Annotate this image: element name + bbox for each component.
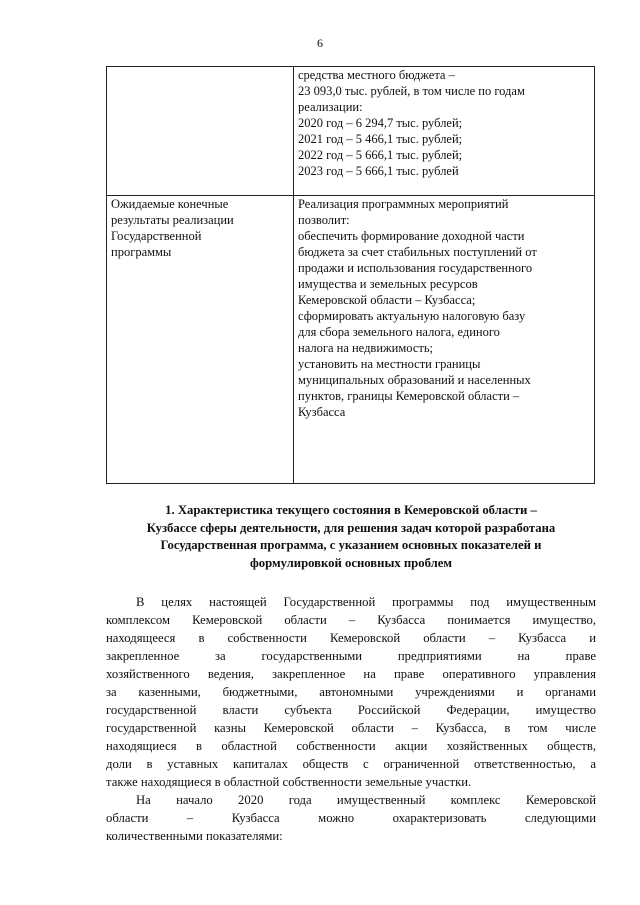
heading-line: 1. Характеристика текущего состояния в Кемеровской области –: [165, 503, 537, 517]
paragraph-line: количественными показателями:: [106, 829, 283, 843]
funding-line: 2022 год – 5 666,1 тыс. рублей;: [298, 148, 463, 162]
results-line: бюджета за счет стабильных поступлений от: [298, 245, 537, 259]
funding-line: 23 093,0 тыс. рублей, в том числе по годам: [298, 84, 525, 98]
results-line: установить на местности границы: [298, 357, 481, 371]
funding-line: 2023 год – 5 666,1 тыс. рублей: [298, 164, 459, 178]
results-line: позволит:: [298, 213, 350, 227]
table-row: [107, 196, 595, 484]
program-passport-table: [106, 66, 595, 484]
paragraph-line: доли в уставных капиталах обществ с ограниченной ответственностью, а: [106, 757, 596, 771]
funding-line: 2021 год – 5 466,1 тыс. рублей;: [298, 132, 463, 146]
paragraph-line: государственной казны Кемеровской области – Кузбасса, в том числе: [106, 721, 596, 735]
results-line: Реализация программных мероприятий: [298, 197, 509, 211]
results-line: для сбора земельного налога, единого: [298, 325, 500, 339]
results-line: имущества и земельных ресурсов: [298, 277, 478, 291]
results-line: пунктов, границы Кемеровской области –: [298, 389, 520, 403]
funding-line: 2020 год – 6 294,7 тыс. рублей;: [298, 116, 463, 130]
paragraph: [106, 593, 596, 791]
results-line: муниципальных образований и населенных: [298, 373, 531, 387]
results-line: налога на недвижимость;: [298, 341, 434, 355]
page-number: 6: [317, 36, 323, 50]
paragraph-line: В целях настоящей Государственной программы под имущественным: [136, 595, 596, 609]
label-line: Ожидаемые конечные: [111, 197, 229, 211]
results-line: Кузбасса: [298, 405, 346, 419]
section-body: [106, 593, 596, 845]
paragraph-line: за казенными, бюджетными, автономными учреждениями и органами: [106, 685, 596, 699]
paragraph-line: На начало 2020 года имущественный комплекс Кемеровской: [136, 793, 596, 807]
results-line: Кемеровской области – Кузбасса;: [298, 293, 476, 307]
paragraph-line: государственной власти субъекта Российской Федерации, имущество: [106, 703, 596, 717]
table-cell-label: [107, 67, 294, 196]
funding-line: средства местного бюджета –: [298, 68, 455, 82]
paragraph-line: находящиеся в областной собственности акции хозяйственных обществ,: [106, 739, 596, 753]
paragraph-line: закрепленное за государственными предприятиями на праве: [106, 649, 596, 663]
section-heading: [106, 502, 596, 572]
results-line: обеспечить формирование доходной части: [298, 229, 525, 243]
heading-line: Кузбассе сферы деятельности, для решения задач которой разработана: [146, 520, 556, 535]
results-line: сформировать актуальную налоговую базу: [298, 309, 526, 323]
paragraph-line: также находящиеся в областной собственности земельные участки.: [106, 775, 472, 789]
paragraph: [106, 791, 596, 845]
paragraph-line: хозяйственного ведения, закрепленное на праве оперативного управления: [106, 667, 596, 681]
table-cell-funding: [294, 67, 595, 196]
label-line: Государственной: [111, 229, 202, 243]
funding-line: реализации:: [298, 100, 363, 114]
label-line: программы: [111, 245, 172, 259]
heading-line: Государственная программа, с указанием основных показателей и: [160, 538, 542, 552]
paragraph-line: области – Кузбасса можно охарактеризовать следующими: [106, 811, 596, 825]
label-line: результаты реализации: [111, 213, 234, 227]
paragraph-line: комплексом Кемеровской области – Кузбасса понимается имущество,: [106, 613, 596, 627]
results-line: продажи и использования государственного: [298, 261, 533, 275]
table-cell-label: [107, 196, 294, 484]
paragraph-line: находящееся в собственности Кемеровской области – Кузбасса и: [106, 631, 596, 645]
table-cell-results: [294, 196, 595, 484]
heading-line: формулировкой основных проблем: [249, 555, 452, 570]
table-row: [107, 67, 595, 196]
